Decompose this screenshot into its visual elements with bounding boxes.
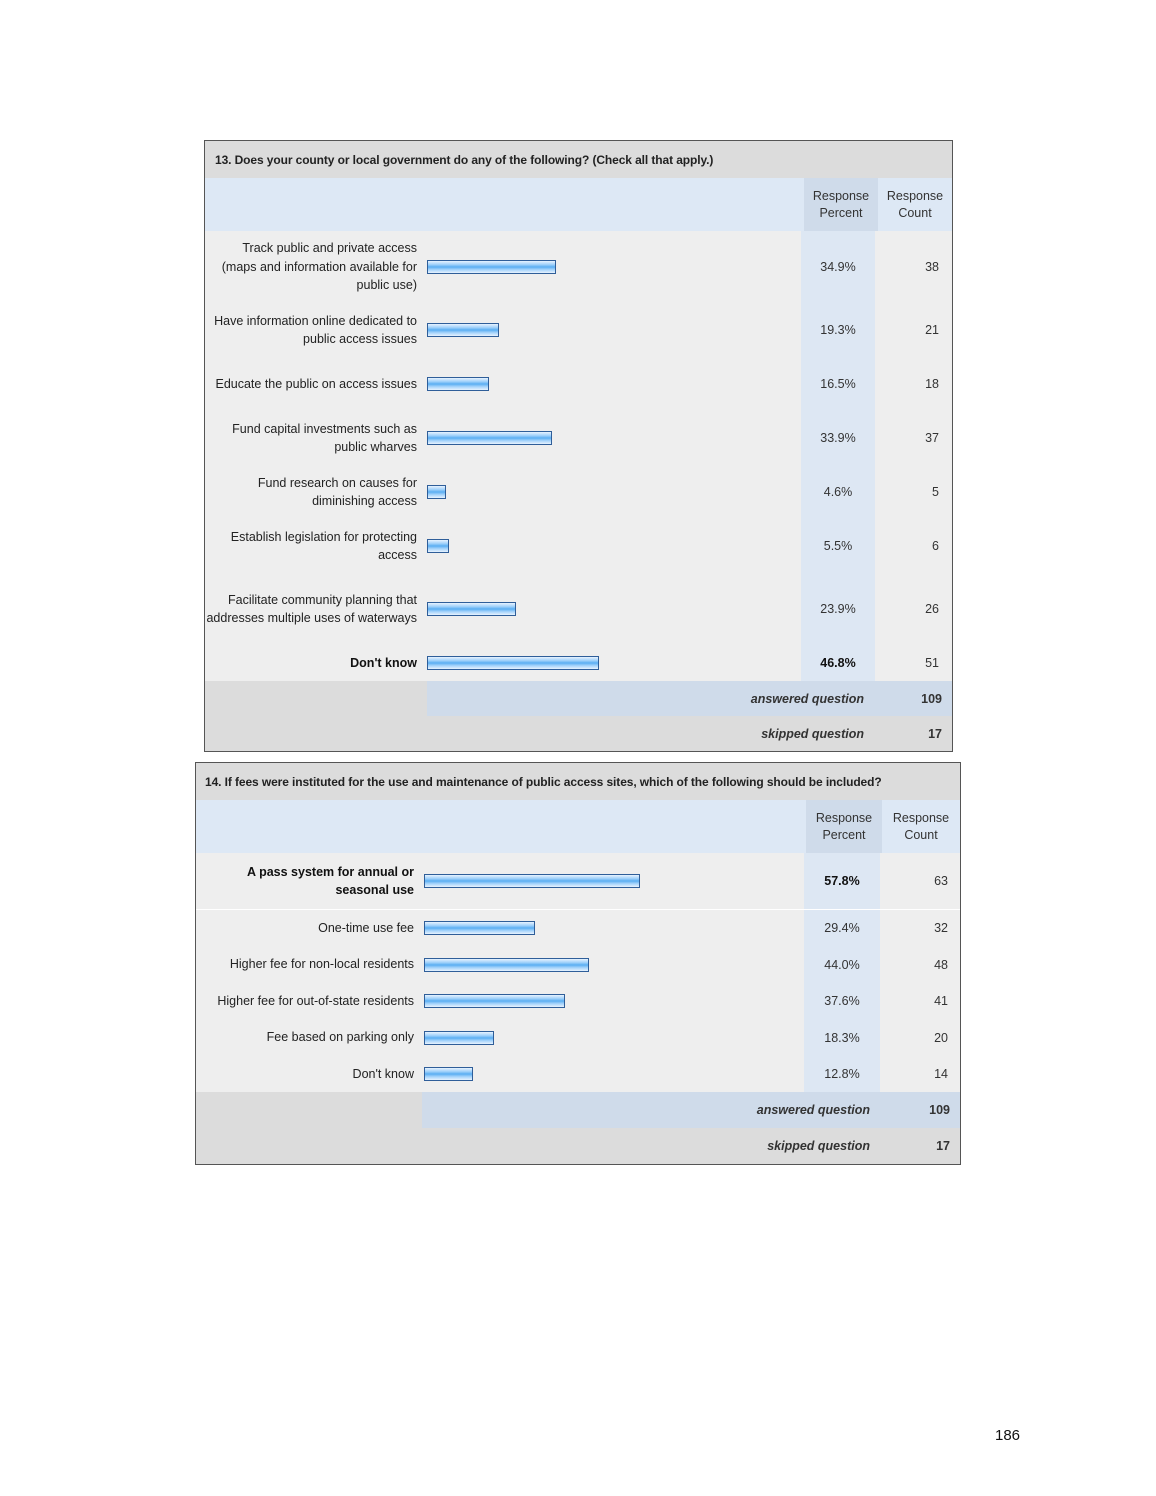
response-count: 37 [925, 431, 939, 445]
skipped-question-row [205, 716, 952, 751]
response-option-label: Track public and private access (maps and information available for public use) [221, 241, 417, 293]
response-bar [427, 602, 516, 616]
bar-cell [427, 411, 801, 465]
response-row [205, 519, 952, 573]
bar-cell [424, 1019, 804, 1056]
response-percent: 5.5% [801, 519, 875, 573]
response-row [205, 645, 952, 681]
response-bar [424, 1067, 473, 1081]
response-percent: 18.3% [804, 1019, 880, 1056]
response-count: 63 [934, 874, 948, 888]
response-option-label: Educate the public on access issues [215, 376, 417, 391]
response-row [196, 1019, 960, 1056]
response-percent: 4.6% [801, 465, 875, 519]
skipped-question-label: skipped question [422, 1128, 878, 1164]
response-bar [427, 485, 446, 499]
response-option-label: Higher fee for out-of-state residents [217, 993, 414, 1008]
response-row [196, 983, 960, 1019]
response-option-label: Have information online dedicated to public access issues [214, 313, 417, 346]
response-count: 26 [925, 602, 939, 616]
response-bar [427, 539, 449, 553]
response-bar [424, 921, 535, 935]
question-13-table [204, 140, 953, 752]
response-bar [427, 260, 556, 274]
response-percent: 37.6% [804, 983, 880, 1019]
response-bar [427, 323, 499, 337]
response-row [205, 231, 952, 303]
column-header-row [196, 800, 960, 853]
question-title: 13. Does your county or local government do any of the following? (Check all that apply.) [205, 141, 952, 178]
response-bar [427, 377, 489, 391]
response-count: 6 [932, 539, 939, 553]
response-row [196, 946, 960, 983]
answered-question-label: answered question [422, 1092, 878, 1128]
answered-question-value: 109 [872, 681, 952, 716]
response-row [205, 357, 952, 411]
response-option-label: Don't know [352, 1066, 414, 1081]
response-bar [427, 431, 552, 445]
response-count: 32 [934, 921, 948, 935]
bar-cell [424, 983, 804, 1019]
bar-cell [424, 910, 804, 946]
bar-cell [427, 357, 801, 411]
bar-cell [424, 853, 804, 909]
response-count: 14 [934, 1067, 948, 1081]
column-header-row [205, 178, 952, 231]
response-option-label: A pass system for annual or seasonal use [247, 864, 414, 897]
response-count: 48 [934, 957, 948, 972]
skipped-question-label: skipped question [427, 716, 872, 751]
response-count: 21 [925, 323, 939, 337]
response-option-label: Fund capital investments such as public wharves [232, 421, 417, 454]
response-bar [424, 874, 640, 888]
response-percent: 16.5% [801, 357, 875, 411]
response-bar [424, 958, 589, 972]
response-option-label: Fund research on causes for diminishing access [257, 475, 417, 508]
response-percent-header: Response Percent [804, 178, 878, 231]
response-count: 18 [925, 377, 939, 391]
response-row [196, 1056, 960, 1092]
skipped-question-value: 17 [872, 716, 952, 751]
response-percent: 33.9% [801, 411, 875, 465]
response-count-header: Response Count [892, 810, 950, 842]
bar-cell [427, 645, 801, 681]
response-row [205, 411, 952, 465]
response-count: 20 [934, 1030, 948, 1045]
response-option-label: Establish legislation for protecting access [230, 529, 417, 562]
response-row [196, 910, 960, 946]
response-count: 41 [934, 994, 948, 1008]
response-count: 51 [925, 656, 939, 670]
skipped-question-value: 17 [878, 1128, 960, 1164]
response-percent: 44.0% [804, 946, 880, 983]
response-percent: 12.8% [804, 1056, 880, 1092]
response-bar [424, 1031, 494, 1045]
response-row [196, 853, 960, 910]
response-option-label: One-time use fee [318, 920, 414, 935]
skipped-question-row [196, 1128, 960, 1164]
answered-question-label: answered question [427, 681, 872, 716]
response-bar [427, 656, 599, 670]
response-option-label: Fee based on parking only [266, 1030, 414, 1045]
response-bar [424, 994, 565, 1008]
bar-cell [427, 303, 801, 357]
answered-question-row [205, 681, 952, 716]
response-option-label: Facilitate community planning that addresses multiple uses of waterways [206, 592, 417, 625]
response-percent: 46.8% [801, 645, 875, 681]
response-row [205, 303, 952, 357]
question-14-table [195, 762, 961, 1165]
response-option-label: Higher fee for non-local residents [229, 957, 414, 972]
response-rows [196, 853, 960, 1092]
bar-cell [424, 946, 804, 983]
response-percent: 19.3% [801, 303, 875, 357]
bar-cell [427, 231, 801, 303]
page-number: 186 [995, 1427, 1021, 1444]
response-percent-header: Response Percent [806, 800, 882, 853]
response-option-label: Don't know [350, 655, 417, 670]
bar-cell [427, 519, 801, 573]
response-count: 5 [932, 485, 939, 499]
response-rows [205, 231, 952, 681]
bar-cell [427, 465, 801, 519]
bar-cell [424, 1056, 804, 1092]
answered-question-value: 109 [878, 1092, 960, 1128]
response-percent: 34.9% [801, 231, 875, 303]
bar-cell [427, 573, 801, 645]
response-row [205, 465, 952, 519]
response-count: 38 [925, 260, 939, 274]
question-title: 14. If fees were instituted for the use and maintenance of public access sites, which of the following should be included? [196, 763, 960, 800]
response-percent: 23.9% [801, 573, 875, 645]
response-row [205, 573, 952, 645]
response-percent: 29.4% [804, 910, 880, 946]
response-count-header: Response Count [886, 188, 944, 220]
answered-question-row [196, 1092, 960, 1128]
response-percent: 57.8% [804, 853, 880, 909]
